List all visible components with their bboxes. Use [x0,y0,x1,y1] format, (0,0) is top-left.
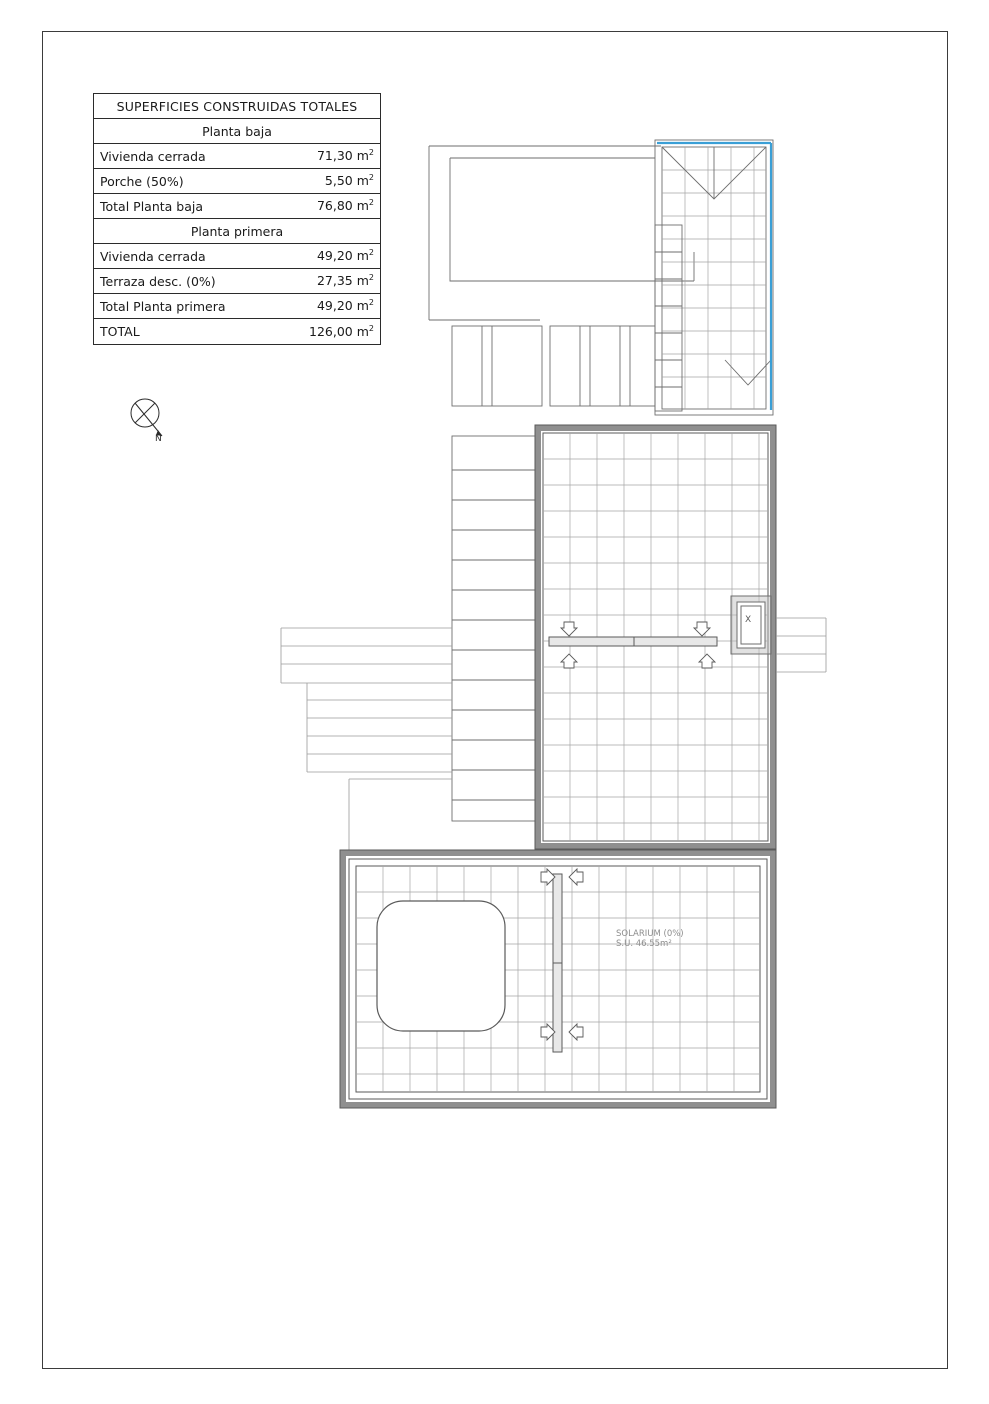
row-value-number: 49,20 m [316,298,369,314]
total-value-number: 126,00 m [309,324,369,340]
solarium-label-line2: S.U. 46.55m² [616,939,672,949]
pool-feature [377,901,505,1031]
north-arrow-label: N [155,434,162,444]
areas-table-title: SUPERFICIES CONSTRUIDAS TOTALES [116,98,358,114]
row-label: Total Planta baja [100,198,204,214]
stair-marker: X [745,615,752,625]
row-value-unit: 2 [368,173,374,183]
row-label: Total Planta primera [100,298,226,314]
row-value-unit: 2 [368,148,374,158]
left-room-stack [452,436,535,821]
solarium-area-label [616,929,684,949]
row-value-number: 49,20 m [316,248,369,264]
total-value-unit: 2 [368,323,374,333]
solarium-label-line1: SOLARIUM (0%) [616,929,684,939]
row-label: Terraza desc. (0%) [100,273,216,289]
site-contour-lines [281,628,452,851]
upper-left-outline [429,146,694,320]
right-fixture [731,596,771,654]
areas-group-heading-label: Planta baja [202,123,272,139]
mid-skylight [549,637,717,646]
row-label: Vivienda cerrada [100,248,206,264]
row-value-unit: 2 [368,248,374,258]
solarium-skylight [553,874,562,1052]
stair-tower-diagonals [662,147,771,385]
row-value-unit: 2 [368,273,374,283]
row-label: Porche (50%) [100,173,184,189]
tower-shaft-left [655,225,682,411]
row-value-number: 76,80 m [316,198,369,214]
row-value-unit: 2 [368,298,374,308]
site-contour-lines-right [776,618,826,672]
upper-bays [452,326,655,406]
row-value-number: 5,50 m [324,173,369,189]
total-label: TOTAL [100,324,140,339]
row-value-number: 27,35 m [316,273,369,289]
row-label: Vivienda cerrada [100,148,206,164]
areas-group-heading-label: Planta primera [190,223,284,239]
row-value-unit: 2 [368,198,374,208]
row-value-number: 71,30 m [316,148,369,164]
